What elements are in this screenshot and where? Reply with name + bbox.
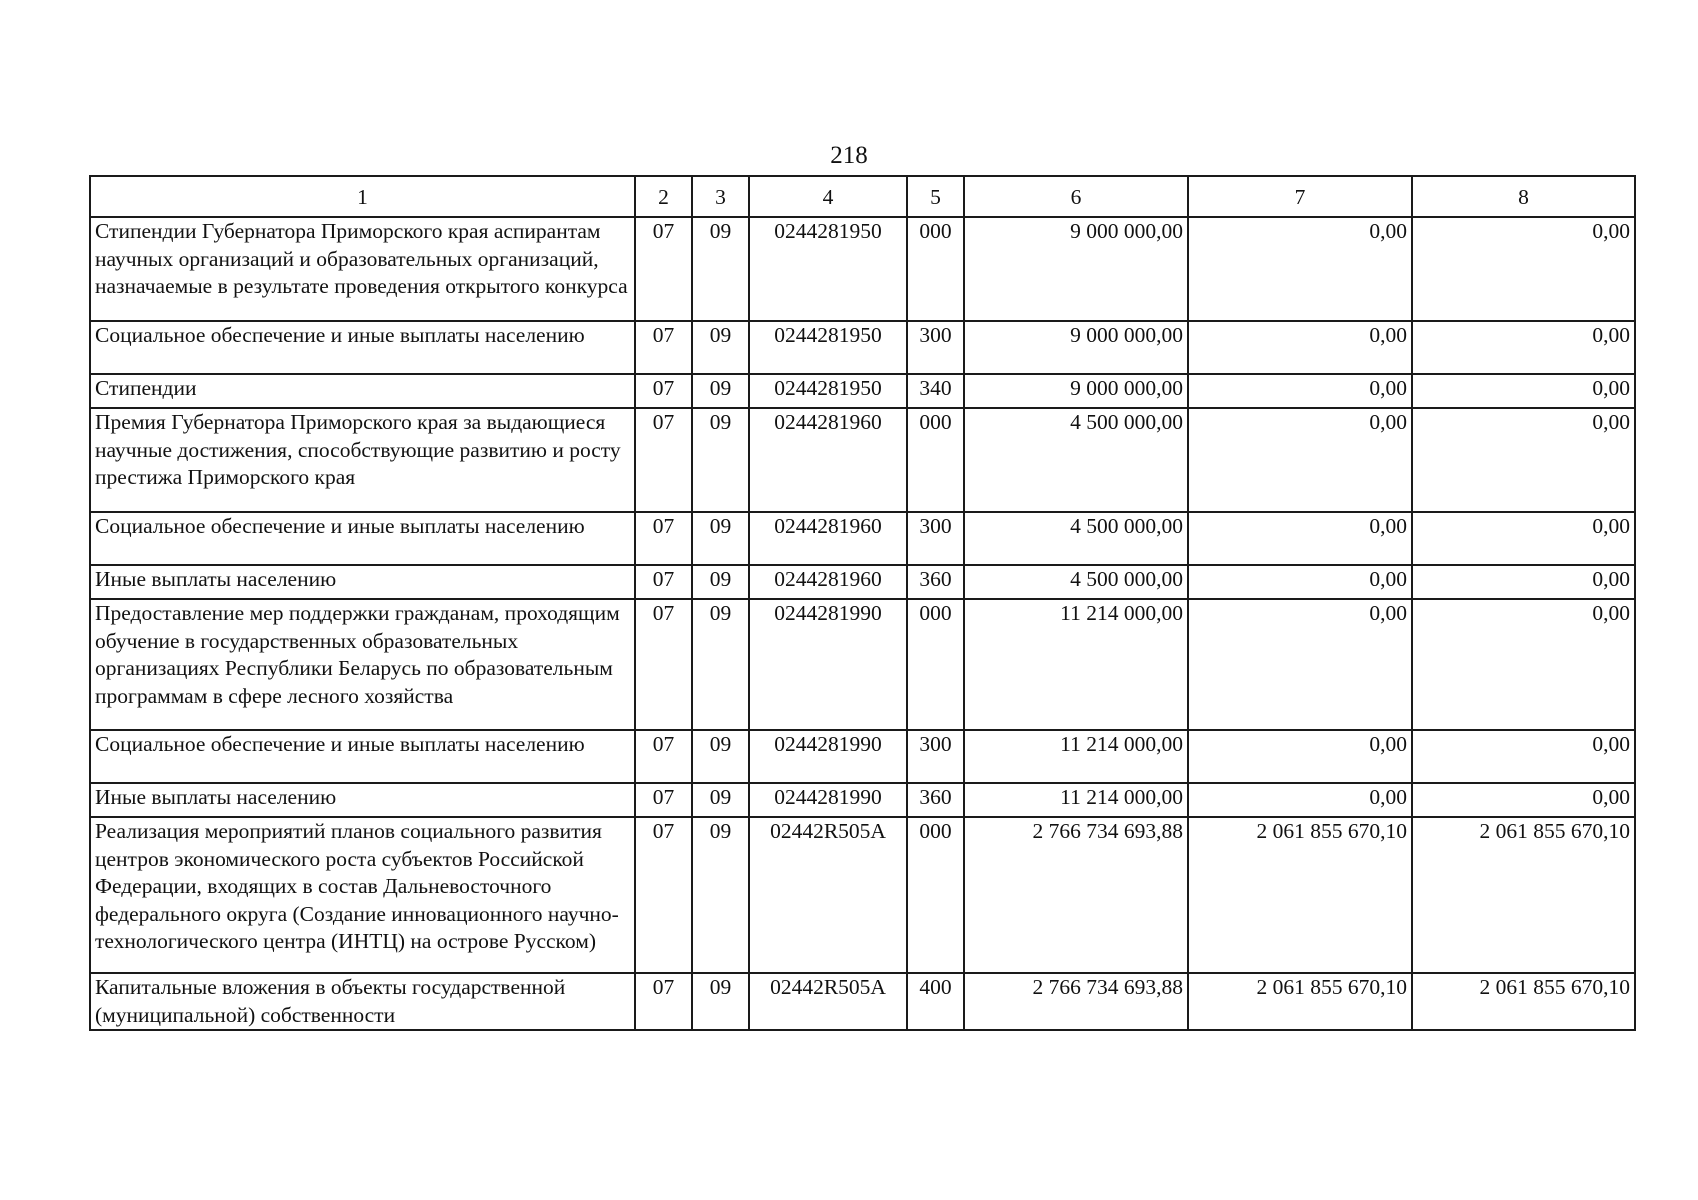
table-row: [90, 217, 1635, 321]
row-section-cell: 07: [635, 217, 692, 321]
table-row: [90, 408, 1635, 512]
row-name-cell: Стипендии: [90, 374, 635, 408]
header-row: [90, 176, 1635, 217]
row-expense-type-cell: 000: [907, 817, 964, 973]
row-amount-col6-cell: 11 214 000,00: [964, 783, 1188, 817]
table-row: [90, 817, 1635, 973]
row-expense-type-cell: 340: [907, 374, 964, 408]
row-amount-col6-cell: 9 000 000,00: [964, 374, 1188, 408]
row-amount-col8-cell: 0,00: [1412, 730, 1635, 783]
row-amount-col6-cell: 11 214 000,00: [964, 599, 1188, 730]
row-amount-col8-cell: 0,00: [1412, 217, 1635, 321]
row-target-article-cell: 0244281950: [749, 321, 907, 374]
page-number: 218: [830, 142, 868, 169]
row-expense-type-cell: 000: [907, 599, 964, 730]
row-target-article-cell: 0244281960: [749, 512, 907, 565]
row-amount-col8-cell: 2 061 855 670,10: [1412, 817, 1635, 973]
row-amount-col8-cell: 0,00: [1412, 374, 1635, 408]
header-cell: 3: [692, 176, 749, 217]
row-amount-col7-cell: 0,00: [1188, 512, 1412, 565]
row-target-article-cell: 0244281990: [749, 783, 907, 817]
row-section-cell: 07: [635, 730, 692, 783]
table-row: [90, 730, 1635, 783]
row-subsection-cell: 09: [692, 599, 749, 730]
row-section-cell: 07: [635, 408, 692, 512]
row-amount-col8-cell: 0,00: [1412, 512, 1635, 565]
row-section-cell: 07: [635, 783, 692, 817]
row-amount-col7-cell: 2 061 855 670,10: [1188, 973, 1412, 1030]
row-expense-type-cell: 300: [907, 321, 964, 374]
row-name-cell: Иные выплаты населению: [90, 783, 635, 817]
row-section-cell: 07: [635, 321, 692, 374]
row-amount-col7-cell: 0,00: [1188, 783, 1412, 817]
row-amount-col8-cell: 0,00: [1412, 321, 1635, 374]
row-name-cell: Социальное обеспечение и иные выплаты населению: [90, 512, 635, 565]
table-row: [90, 321, 1635, 374]
header-cell: 6: [964, 176, 1188, 217]
row-amount-col7-cell: 0,00: [1188, 408, 1412, 512]
row-subsection-cell: 09: [692, 565, 749, 599]
row-section-cell: 07: [635, 973, 692, 1030]
row-expense-type-cell: 400: [907, 973, 964, 1030]
row-amount-col7-cell: 0,00: [1188, 217, 1412, 321]
table-row: [90, 565, 1635, 599]
row-subsection-cell: 09: [692, 973, 749, 1030]
row-amount-col6-cell: 2 766 734 693,88: [964, 973, 1188, 1030]
row-target-article-cell: 0244281990: [749, 730, 907, 783]
row-name-cell: Социальное обеспечение и иные выплаты населению: [90, 321, 635, 374]
table-row: [90, 783, 1635, 817]
row-section-cell: 07: [635, 512, 692, 565]
row-amount-col6-cell: 4 500 000,00: [964, 565, 1188, 599]
row-amount-col6-cell: 11 214 000,00: [964, 730, 1188, 783]
row-section-cell: 07: [635, 817, 692, 973]
row-subsection-cell: 09: [692, 817, 749, 973]
row-name-cell: Предоставление мер поддержки гражданам, проходящим обучение в государственных образовательных организациях Республики Беларусь по образовательным программам в сфере лесного хозяйства: [90, 599, 635, 730]
row-amount-col6-cell: 2 766 734 693,88: [964, 817, 1188, 973]
row-subsection-cell: 09: [692, 217, 749, 321]
row-amount-col8-cell: 0,00: [1412, 408, 1635, 512]
row-target-article-cell: 0244281950: [749, 374, 907, 408]
row-name-cell: Социальное обеспечение и иные выплаты населению: [90, 730, 635, 783]
row-amount-col6-cell: 9 000 000,00: [964, 321, 1188, 374]
row-section-cell: 07: [635, 565, 692, 599]
row-expense-type-cell: 360: [907, 565, 964, 599]
header-cell: 4: [749, 176, 907, 217]
header-cell: 8: [1412, 176, 1635, 217]
row-name-cell: Премия Губернатора Приморского края за выдающиеся научные достижения, способствующие развитию и росту престижа Приморского края: [90, 408, 635, 512]
row-subsection-cell: 09: [692, 783, 749, 817]
row-amount-col6-cell: 9 000 000,00: [964, 217, 1188, 321]
row-expense-type-cell: 300: [907, 730, 964, 783]
table-row: [90, 512, 1635, 565]
row-target-article-cell: 0244281960: [749, 408, 907, 512]
row-amount-col7-cell: 0,00: [1188, 730, 1412, 783]
row-subsection-cell: 09: [692, 321, 749, 374]
row-section-cell: 07: [635, 599, 692, 730]
row-amount-col7-cell: 0,00: [1188, 374, 1412, 408]
row-amount-col6-cell: 4 500 000,00: [964, 408, 1188, 512]
row-amount-col8-cell: 0,00: [1412, 565, 1635, 599]
row-name-cell: Реализация мероприятий планов социального развития центров экономического роста субъектов Российской Федерации, входящих в состав Дальневосточного федерального округа (Создание инновационного научно-технологического центра (ИНТЦ) на острове Русском): [90, 817, 635, 973]
budget-table: [89, 175, 1636, 1031]
row-section-cell: 07: [635, 374, 692, 408]
row-subsection-cell: 09: [692, 730, 749, 783]
row-expense-type-cell: 360: [907, 783, 964, 817]
row-name-cell: Иные выплаты населению: [90, 565, 635, 599]
row-name-cell: Стипендии Губернатора Приморского края аспирантам научных организаций и образовательных организаций, назначаемые в результате проведения открытого конкурса: [90, 217, 635, 321]
row-amount-col8-cell: 0,00: [1412, 783, 1635, 817]
header-cell: 2: [635, 176, 692, 217]
table-row: [90, 973, 1635, 1030]
table-row: [90, 599, 1635, 730]
row-amount-col7-cell: 0,00: [1188, 599, 1412, 730]
row-expense-type-cell: 000: [907, 408, 964, 512]
row-amount-col7-cell: 0,00: [1188, 321, 1412, 374]
row-amount-col7-cell: 2 061 855 670,10: [1188, 817, 1412, 973]
row-target-article-cell: 0244281990: [749, 599, 907, 730]
table-row: [90, 374, 1635, 408]
row-expense-type-cell: 000: [907, 217, 964, 321]
row-amount-col6-cell: 4 500 000,00: [964, 512, 1188, 565]
row-amount-col8-cell: 2 061 855 670,10: [1412, 973, 1635, 1030]
row-amount-col8-cell: 0,00: [1412, 599, 1635, 730]
header-cell: 7: [1188, 176, 1412, 217]
row-target-article-cell: 0244281960: [749, 565, 907, 599]
row-target-article-cell: 02442R505A: [749, 817, 907, 973]
row-amount-col7-cell: 0,00: [1188, 565, 1412, 599]
row-target-article-cell: 02442R505A: [749, 973, 907, 1030]
row-name-cell: Капитальные вложения в объекты государственной (муниципальной) собственности: [90, 973, 635, 1030]
row-subsection-cell: 09: [692, 408, 749, 512]
row-subsection-cell: 09: [692, 512, 749, 565]
row-expense-type-cell: 300: [907, 512, 964, 565]
header-cell: 1: [90, 176, 635, 217]
row-subsection-cell: 09: [692, 374, 749, 408]
header-cell: 5: [907, 176, 964, 217]
row-target-article-cell: 0244281950: [749, 217, 907, 321]
